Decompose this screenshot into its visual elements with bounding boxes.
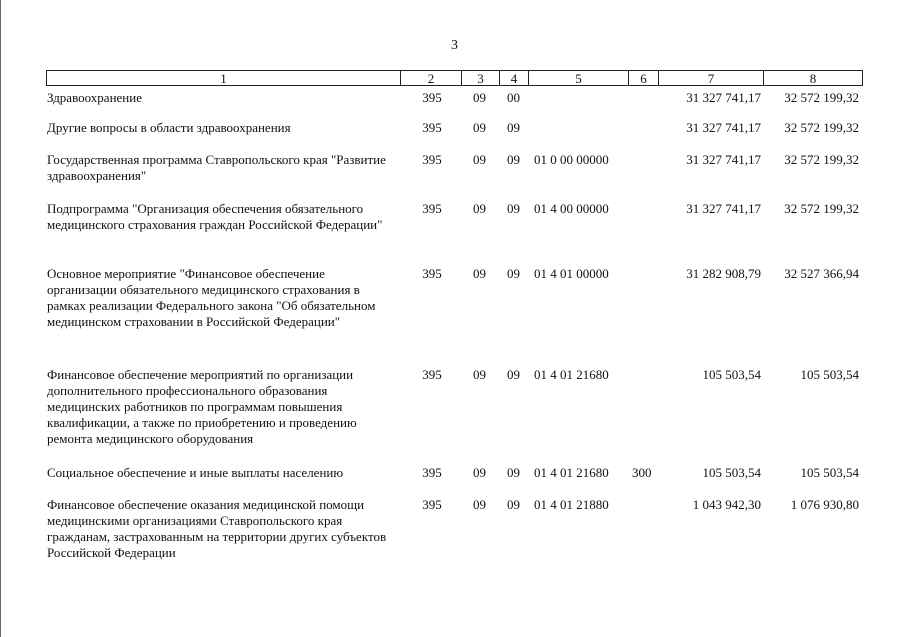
row-col-7: 105 503,54 — [702, 465, 761, 480]
header-cell-2: 2 — [400, 70, 461, 86]
row-name: Подпрограмма "Организация обеспечения обязательного медицинского страхования граждан Российской Федерации" — [47, 201, 383, 232]
row-col-7: 31 327 741,17 — [686, 90, 761, 105]
header-cell-6: 6 — [628, 70, 658, 86]
header-cell-5: 5 — [528, 70, 628, 86]
row-name: Государственная программа Ставропольского края "Развитие здравоохранения" — [47, 152, 386, 183]
row-col-6: 300 — [632, 465, 652, 480]
page-number: 3 — [451, 38, 458, 53]
header-cell-1: 1 — [46, 70, 400, 86]
row-col-3: 09 — [473, 367, 486, 382]
row-col-2: 395 — [422, 266, 442, 281]
row-col-8: 32 527 366,94 — [784, 266, 859, 281]
row-col-3: 09 — [473, 90, 486, 105]
row-col-5: 01 4 01 21880 — [534, 497, 609, 512]
row-col-4: 09 — [507, 367, 520, 382]
row-col-5: 01 4 01 21680 — [534, 465, 609, 480]
row-col-3: 09 — [473, 152, 486, 167]
row-col-5: 01 0 00 00000 — [534, 152, 609, 167]
header-cell-7: 7 — [658, 70, 763, 86]
header-cell-8: 8 — [763, 70, 863, 86]
row-col-7: 31 327 741,17 — [686, 120, 761, 135]
row-name: Здравоохранение — [47, 90, 142, 105]
row-col-8: 32 572 199,32 — [784, 152, 859, 167]
row-col-7: 31 327 741,17 — [686, 201, 761, 216]
row-col-3: 09 — [473, 201, 486, 216]
row-col-7: 1 043 942,30 — [692, 497, 761, 512]
row-col-7: 105 503,54 — [702, 367, 761, 382]
header-cell-4: 4 — [499, 70, 528, 86]
row-col-5: 01 4 01 00000 — [534, 266, 609, 281]
page-left-edge — [0, 0, 1, 637]
row-col-2: 395 — [422, 90, 442, 105]
row-col-2: 395 — [422, 120, 442, 135]
row-name: Финансовое обеспечение мероприятий по организации дополнительного профессионального образования медицинских работников по программам повышения квалификации, а также по приобретению и проведению ремонта медицинского оборудования — [47, 367, 357, 446]
row-col-3: 09 — [473, 120, 486, 135]
row-col-4: 09 — [507, 201, 520, 216]
row-col-2: 395 — [422, 201, 442, 216]
row-name: Основное мероприятие "Финансовое обеспечение организации обязательного медицинского страхования в рамках реализации Федерального закона "Об обязательном медицинском страховании в Российской Федерации" — [47, 266, 376, 329]
row-col-2: 395 — [422, 465, 442, 480]
row-col-3: 09 — [473, 266, 486, 281]
row-col-4: 09 — [507, 266, 520, 281]
row-name: Другие вопросы в области здравоохранения — [47, 120, 291, 135]
row-col-4: 09 — [507, 120, 520, 135]
row-col-8: 32 572 199,32 — [784, 120, 859, 135]
row-col-2: 395 — [422, 497, 442, 512]
row-col-7: 31 327 741,17 — [686, 152, 761, 167]
row-col-5: 01 4 01 21680 — [534, 367, 609, 382]
row-col-7: 31 282 908,79 — [686, 266, 761, 281]
row-col-2: 395 — [422, 367, 442, 382]
row-col-8: 32 572 199,32 — [784, 90, 859, 105]
row-col-8: 32 572 199,32 — [784, 201, 859, 216]
row-name: Финансовое обеспечение оказания медицинской помощи медицинскими организациями Ставропольского края гражданам, застрахованным на территории других субъектов Российской Федерации — [47, 497, 387, 560]
row-name: Социальное обеспечение и иные выплаты населению — [47, 465, 344, 480]
row-col-4: 09 — [507, 497, 520, 512]
header-cell-3: 3 — [461, 70, 499, 86]
row-col-4: 09 — [507, 152, 520, 167]
row-col-4: 00 — [507, 90, 520, 105]
row-col-3: 09 — [473, 465, 486, 480]
row-col-8: 1 076 930,80 — [790, 497, 859, 512]
row-col-5: 01 4 00 00000 — [534, 201, 609, 216]
row-col-3: 09 — [473, 497, 486, 512]
row-col-4: 09 — [507, 465, 520, 480]
row-col-2: 395 — [422, 152, 442, 167]
row-col-8: 105 503,54 — [800, 465, 859, 480]
row-col-8: 105 503,54 — [800, 367, 859, 382]
